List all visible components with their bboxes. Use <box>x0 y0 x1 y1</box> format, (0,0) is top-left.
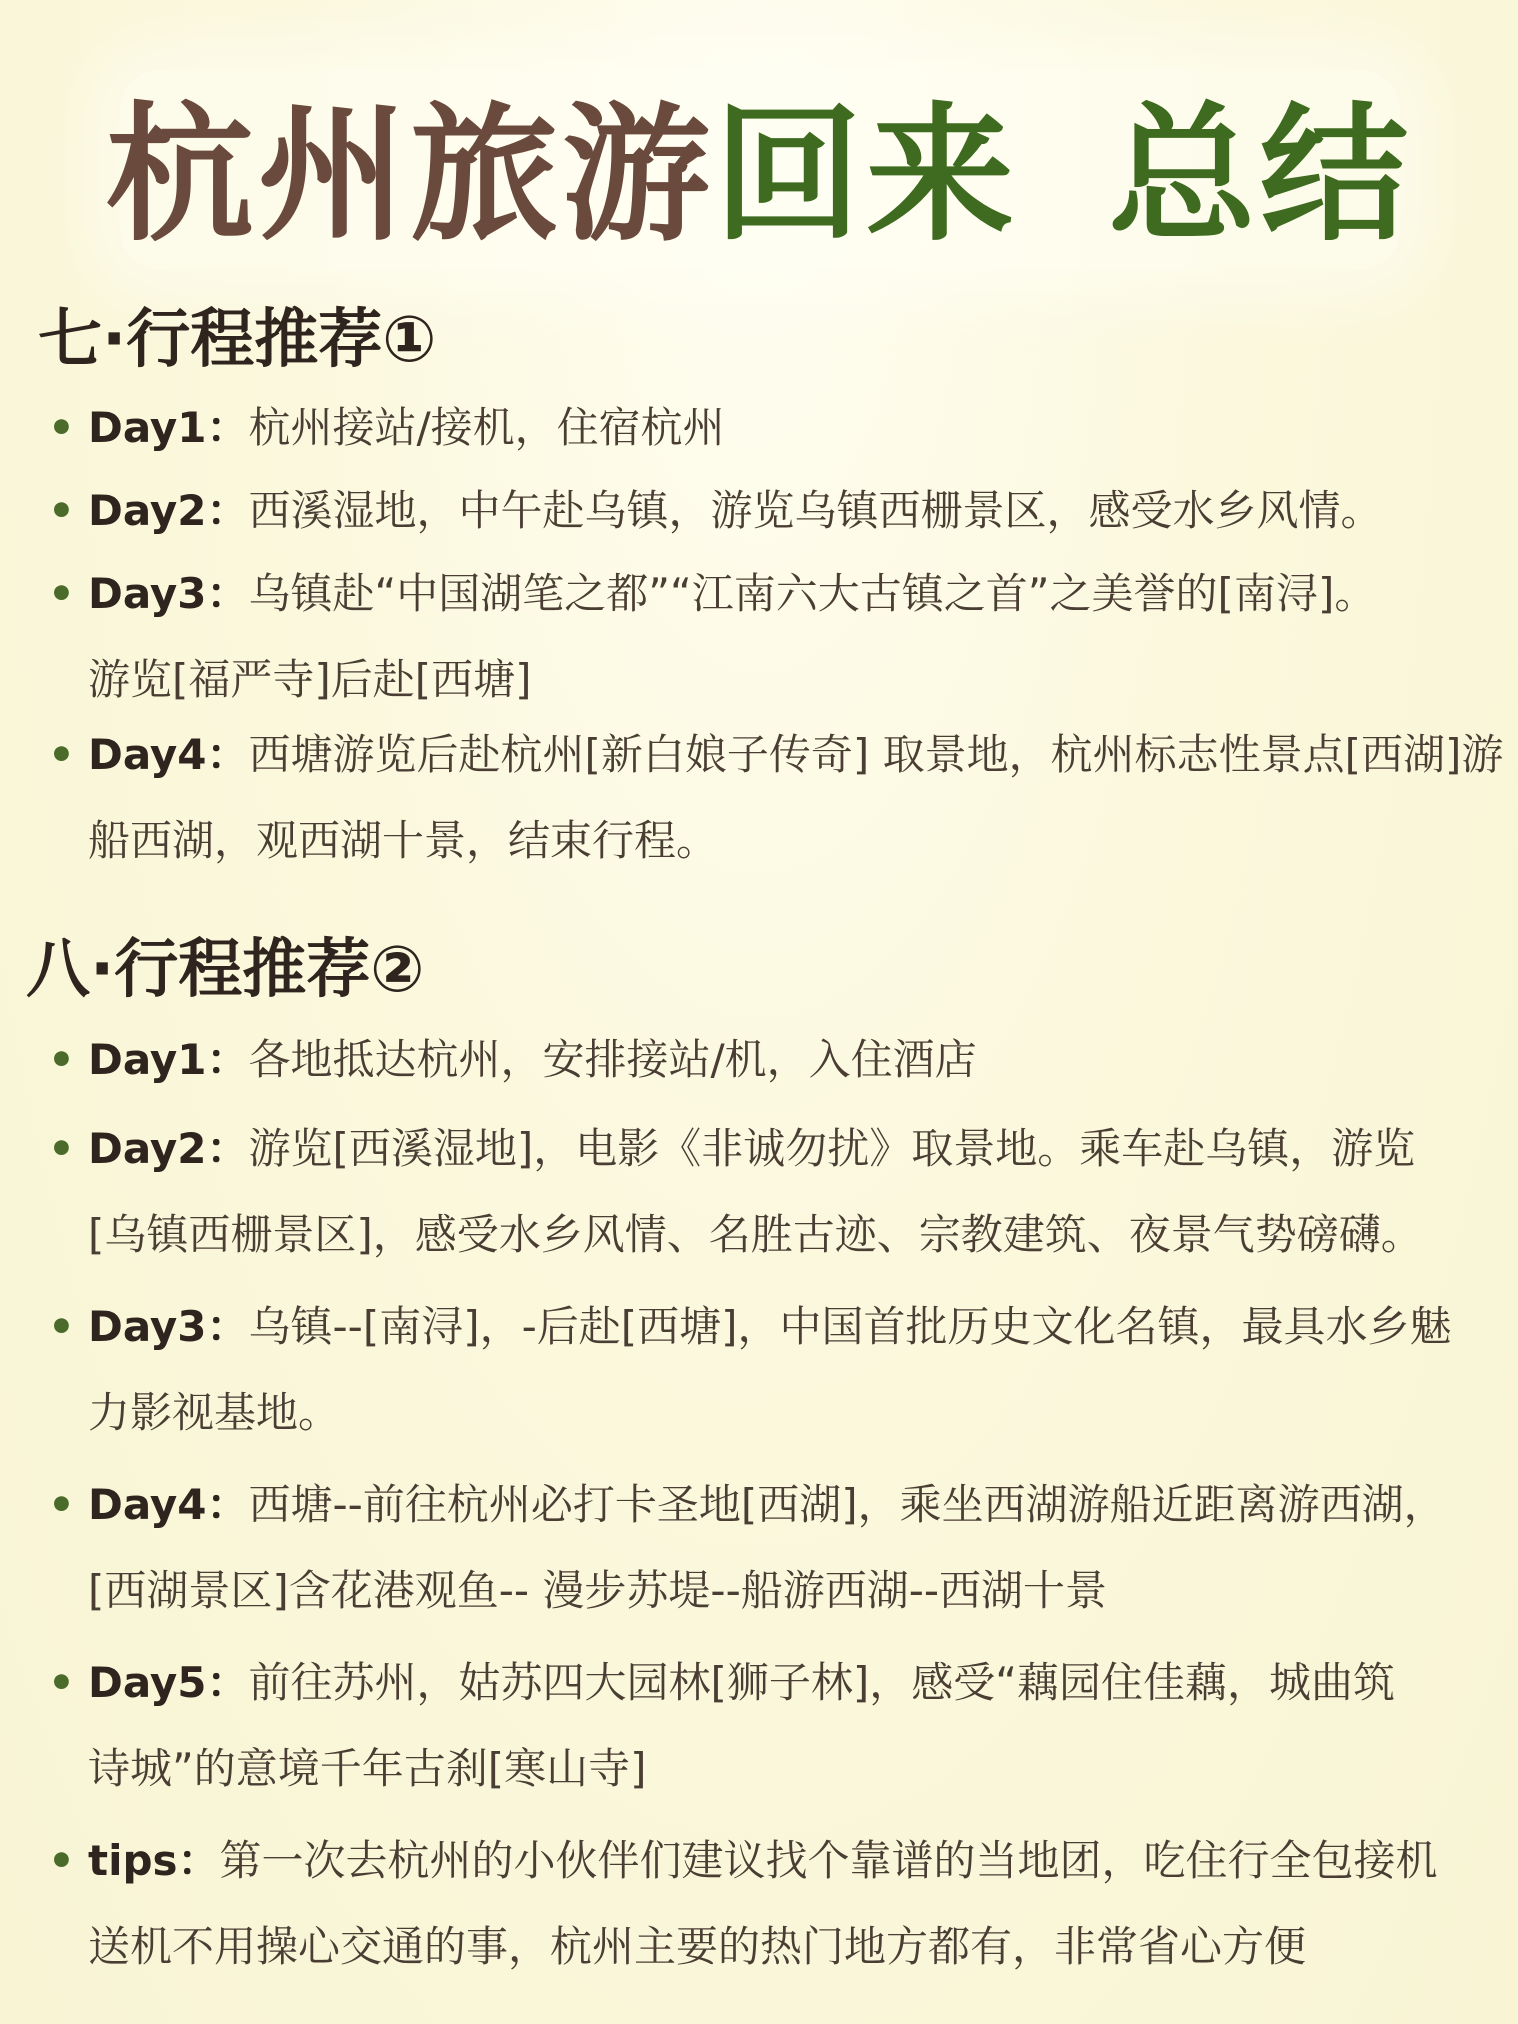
item-text-continued: 力影视基地。 <box>88 1388 341 1437</box>
item-text: 前往苏州，姑苏四大园林[狮子林]，感受“藕园住佳藕，城曲筑 <box>248 1658 1396 1707</box>
item-text: 西溪湿地，中午赴乌镇，游览乌镇西栅景区，感受水乡风情。 <box>248 486 1383 535</box>
item-text: 西塘--前往杭州必打卡圣地[西湖]，乘坐西湖游船近距离游西湖， <box>248 1480 1446 1529</box>
section-8-item-day3 <box>48 1284 1488 1456</box>
item-label: Day4： <box>88 1480 249 1529</box>
item-text: 第一次去杭州的小伙伴们建议找个靠谱的当地团，吃住行全包接机 <box>219 1836 1438 1885</box>
title-part-2: 回来 <box>714 89 1018 261</box>
section-8-item-day5 <box>48 1640 1488 1812</box>
section-7-heading: 七·行程推荐① <box>38 303 437 377</box>
section-7-item-day1 <box>48 385 1488 471</box>
item-label: Day2： <box>88 1124 249 1173</box>
bullet-icon: • <box>48 1302 75 1351</box>
bullet-icon: • <box>48 486 75 535</box>
item-text-continued: 送机不用操心交通的事，杭州主要的热门地方都有，非常省心方便 <box>88 1922 1307 1971</box>
item-text: 乌镇--[南浔]，-后赴[西塘]，中国首批历史文化名镇，最具水乡魅 <box>248 1302 1452 1351</box>
section-8-item-day4 <box>48 1462 1488 1634</box>
item-label: Day4： <box>88 730 249 779</box>
item-text: 西塘游览后赴杭州[新白娘子传奇] 取景地，杭州标志性景点[西湖]游 <box>248 730 1504 779</box>
section-8-heading: 八·行程推荐② <box>26 933 425 1007</box>
item-label: Day1： <box>88 1035 249 1084</box>
item-text-continued: [西湖景区]含花港观鱼-- 漫步苏堤--船游西湖--西湖十景 <box>88 1566 1108 1615</box>
item-text-continued: [乌镇西栅景区]，感受水乡风情、名胜古迹、宗教建筑、夜景气势磅礴。 <box>88 1210 1423 1259</box>
section-8-item-day1 <box>48 1017 1488 1103</box>
bullet-icon: • <box>48 1658 75 1707</box>
section-8-item-day2 <box>48 1106 1488 1278</box>
item-text: 游览[西溪湿地]，电影《非诚勿扰》取景地。乘车赴乌镇，游览 <box>248 1124 1416 1173</box>
item-label: Day5： <box>88 1658 249 1707</box>
item-text: 乌镇赴“中国湖笔之都”“江南六大古镇之首”之美誉的[南浔]。 <box>248 569 1377 618</box>
item-text-continued: 诗城”的意境千年古刹[寒山寺] <box>88 1744 647 1793</box>
item-label: Day2： <box>88 486 249 535</box>
bullet-icon: • <box>48 569 75 618</box>
section-8-item-tips <box>48 1818 1488 1990</box>
bullet-icon: • <box>48 1124 75 1173</box>
item-text: 各地抵达杭州，安排接站/机，入住酒店 <box>248 1035 977 1084</box>
item-text: 杭州接站/接机，住宿杭州 <box>248 403 725 452</box>
bullet-icon: • <box>48 1836 75 1885</box>
item-label: Day3： <box>88 1302 249 1351</box>
item-label: Day3： <box>88 569 249 618</box>
item-label: Day1： <box>88 403 249 452</box>
item-label: tips： <box>88 1836 220 1885</box>
title-part-3: 总结 <box>1108 89 1412 261</box>
bullet-icon: • <box>48 730 75 779</box>
bullet-icon: • <box>48 403 75 452</box>
section-7-item-day3 <box>48 551 1488 723</box>
bullet-icon: • <box>48 1035 75 1084</box>
item-text-continued: 船西湖，观西湖十景，结束行程。 <box>88 816 719 865</box>
section-7-item-day4 <box>48 712 1504 884</box>
item-text-continued: 游览[福严寺]后赴[西塘] <box>88 655 532 704</box>
title-part-1: 杭州旅游 <box>106 89 714 261</box>
page-title <box>0 89 1518 261</box>
bullet-icon: • <box>48 1480 75 1529</box>
section-7-item-day2 <box>48 468 1488 554</box>
